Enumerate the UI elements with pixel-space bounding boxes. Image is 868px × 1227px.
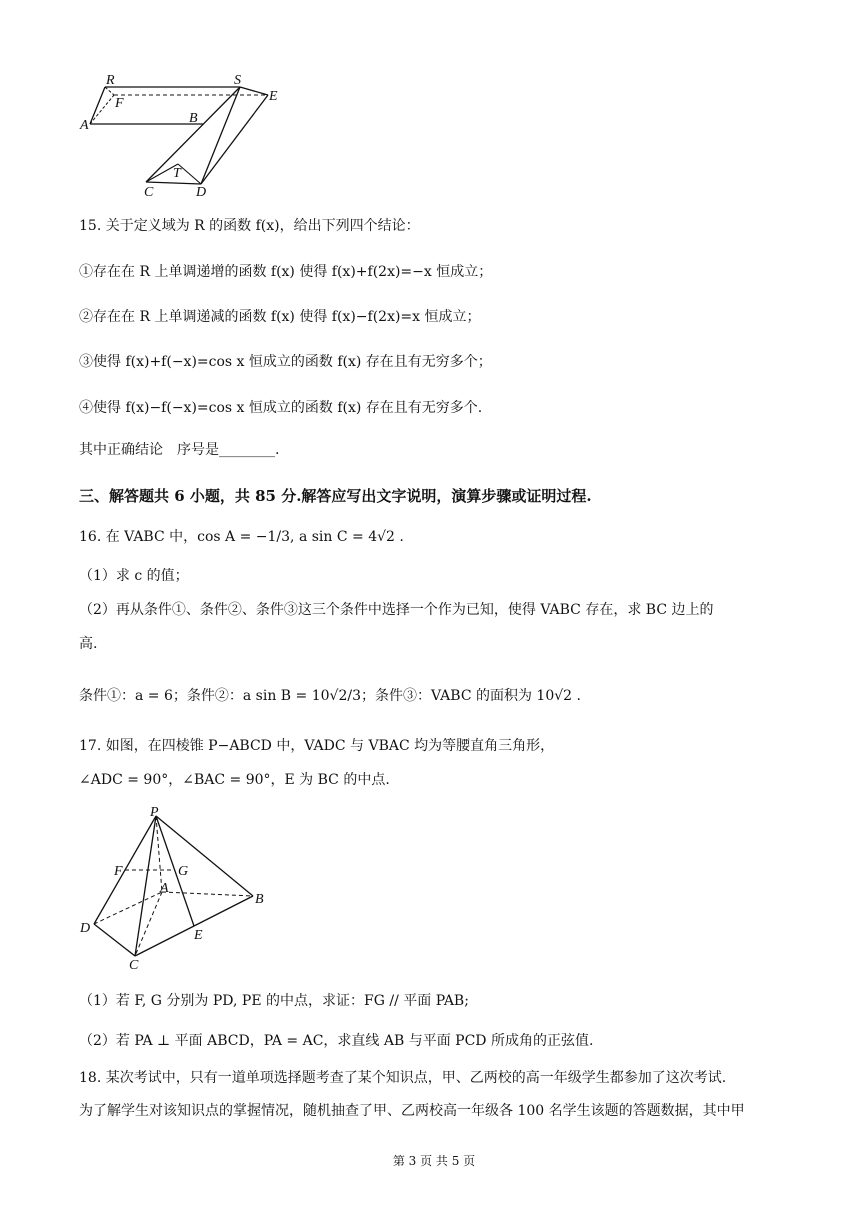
label-F: F [114,864,123,879]
q15-conclusion-4: ④使得 f(x)−f(−x)=cos x 恒成立的函数 f(x) 存在且有无穷多个. [79,400,483,416]
q16-part-1: （1）求 c 的值； [79,568,189,584]
section-header: 三、解答题共 6 小题，共 85 分.解答应写出文字说明，演算步骤或证明过程. [79,487,592,505]
q17-stem: 17. 如图，在四棱锥 P−ABCD 中，VADC 与 VBAC 均为等腰直角三角形， [79,738,555,754]
q17-stem-cont: ∠ADC = 90°，∠BAC = 90°，E 为 BC 的中点. [79,772,390,788]
label-C: C [129,958,139,973]
label-D: D [196,185,207,200]
label-E: E [194,928,203,943]
edge-DC [94,924,135,956]
edge-SC [146,87,240,182]
label-S: S [234,73,241,88]
edge-PC [135,816,156,956]
label-G: G [178,864,189,879]
edge-SE [240,87,268,95]
q18-line-2: 为了解学生对该知识点的掌握情况，随机抽查了甲、乙两校高一年级各 100 名学生该题的答题数据，其中甲 [79,1103,745,1119]
q16-part-2: （2）再从条件①、条件②、条件③这三个条件中选择一个作为已知，使得 VABC 存在，求 BC 边上的 [79,602,714,618]
edge-AF [90,95,114,124]
edge-SD [201,87,240,184]
edge-RF [105,87,114,95]
label-F: F [115,96,124,111]
edge-TD [178,164,201,184]
edge-ED [201,95,268,184]
edge-DA [94,892,162,924]
q17-part-1: （1）若 F, G 分别为 PD, PE 的中点，求证：FG // 平面 PAB; [79,993,469,1009]
label-A: A [80,118,89,133]
q16-stem: 16. 在 VABC 中，cos A = −1/3, a sin C = 4√2 . [79,529,404,545]
q18-line-1: 18. 某次考试中，只有一道单项选择题考查了某个知识点，甲、乙两校的高一年级学生都参加了这次考试. [79,1070,727,1086]
label-P: P [150,805,159,820]
label-T: T [173,166,181,181]
prism-figure [78,70,288,200]
page-footer: 第 3 页 共 5 页 [392,1154,476,1168]
label-D: D [80,921,91,936]
edge-CD [146,182,201,184]
pyramid-figure [78,804,278,974]
q15-answer-blank: 其中正确结论 序号是________. [79,442,280,458]
label-E: E [269,89,278,104]
edge-RA [90,87,105,124]
q16-part-2-cont: 高. [79,636,98,652]
edge-CB [135,896,253,956]
q16-conditions: 条件①：a = 6；条件②：a sin B = 10√2/3；条件③：VABC 的面积为 10√2 . [79,688,581,704]
edge-AC [135,892,162,956]
q17-part-2: （2）若 PA ⊥ 平面 ABCD，PA = AC，求直线 AB 与平面 PCD 所成角的正弦值. [79,1033,594,1049]
label-C: C [144,185,154,200]
q15-conclusion-2: ②存在在 R 上单调递减的函数 f(x) 使得 f(x)−f(2x)=x 恒成立； [79,309,481,325]
label-B: B [189,111,198,126]
edge-PB [156,816,253,896]
label-R: R [106,73,115,88]
edge-AB [162,892,253,896]
label-B: B [255,892,264,907]
q15-conclusion-1: ①存在在 R 上单调递增的函数 f(x) 使得 f(x)+f(2x)=−x 恒成立； [79,264,493,280]
label-A: A [160,881,169,896]
q15-stem: 15. 关于定义域为 R 的函数 f(x)，给出下列四个结论： [79,218,420,234]
q15-conclusion-3: ③使得 f(x)+f(−x)=cos x 恒成立的函数 f(x) 存在且有无穷多个； [79,354,492,370]
